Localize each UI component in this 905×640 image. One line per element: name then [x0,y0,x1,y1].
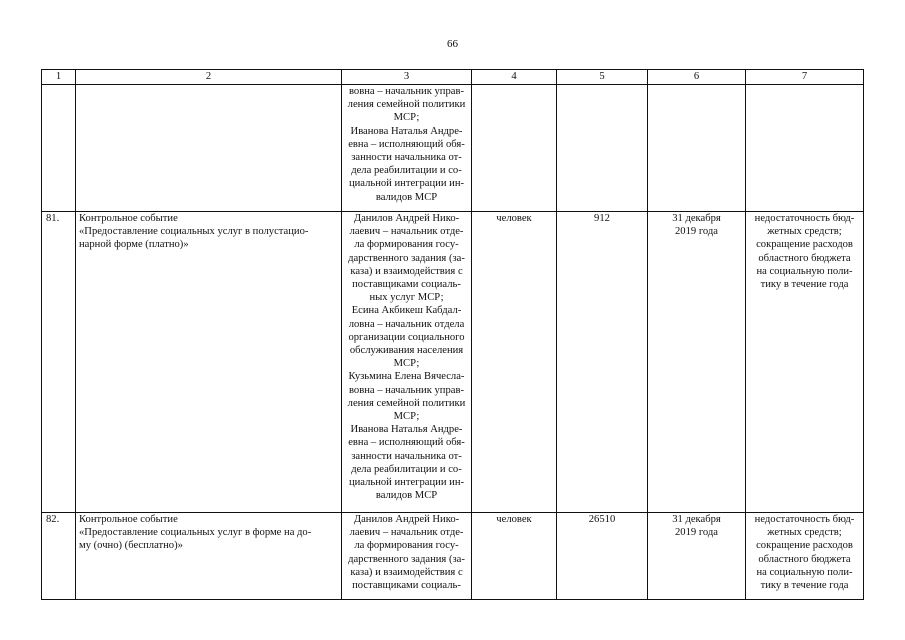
text-line: евна – исполняющий обя- [348,138,465,150]
text-line: МСР; [393,358,420,370]
text-line: циальной интеграции ин- [348,178,465,190]
responsible-persons [342,513,472,600]
target-value: 912 [557,212,648,513]
text-line: ления семейной политики [347,99,466,111]
text-line: ла формирования госу- [354,540,459,552]
unit-of-measure: человек [472,513,557,600]
text-line: обслуживания населения [349,345,464,357]
text-line: Иванова Наталья Андре- [350,424,463,436]
text-line: поставщиками социаль- [352,580,461,592]
column-number: 4 [472,70,557,85]
text-line: недостаточность бюд- [754,213,855,224]
column-number: 2 [76,70,342,85]
row-number: 82. [42,513,76,600]
text-line: валидов МСР [375,191,438,203]
row-number-cell [42,85,76,212]
text-line: жетных средств; [767,527,842,539]
text-line: жетных средств; [767,226,842,238]
text-line: МСР; [393,112,420,124]
unit-of-measure: человек [472,212,557,513]
text-line: Данилов Андрей Нико- [353,213,460,224]
text-line: сокращение расходов [756,239,853,251]
text-line: Есина Акбикеш Кабдал- [351,305,462,317]
deadline [648,513,746,600]
value-cell [557,85,648,212]
text-line: ных услуг МСР; [369,292,444,304]
text-line: 2019 года [674,527,718,539]
text-line: на социальную поли- [756,566,853,578]
text-line: на социальную поли- [756,265,853,277]
risks [746,212,864,513]
text-line: ления семейной политики [347,397,466,409]
column-number: 3 [342,70,472,85]
text-line: лаевич – начальник отде- [349,226,464,238]
text-line: ловна – начальник отдела [348,318,465,330]
text-line: дарственного задания (за- [348,252,465,264]
text-line: лаевич – начальник отде- [349,527,464,539]
unit-cell [472,85,557,212]
event-description [76,513,342,600]
text-line: организации социального [348,331,465,343]
text-line: каза) и взаимодействия с [350,566,463,578]
column-number-row [42,70,864,85]
text-line: евна – исполняющий обя- [348,437,465,449]
text-line: вовна – начальник управ- [348,384,464,396]
deadline-cell [648,85,746,212]
table-row [42,513,864,600]
text-line: недостаточность бюд- [754,514,855,525]
text-line: МСР; [393,411,420,423]
text-line: вовна – начальник управ- [348,86,464,97]
page-number: 66 [447,38,458,50]
text-line: Кузьмина Елена Вячесла- [348,371,465,383]
column-number: 1 [42,70,76,85]
responsible-cell [342,85,472,212]
text-line: нарной форме (платно)» [79,239,189,251]
text-line: тику в течение года [760,580,849,592]
row-number: 81. [42,212,76,513]
text-line: занности начальника от- [351,152,462,164]
text-line: му (очно) (бесплатно)» [79,540,183,552]
text-line: сокращение расходов [756,540,853,552]
text-line: 31 декабря [672,213,721,224]
text-line: циальной интеграции ин- [348,477,465,489]
text-line: занности начальника от- [351,450,462,462]
text-line: тику в течение года [760,279,849,291]
text-line: Контрольное событие [79,514,178,525]
continuation-row [42,85,864,212]
risks [746,513,864,600]
text-line: Данилов Андрей Нико- [353,514,460,525]
text-line: дарственного задания (за- [348,553,465,565]
plan-table [41,69,864,600]
description-cell [76,85,342,212]
deadline [648,212,746,513]
text-line: «Предоставление социальных услуг в форме на до- [79,527,312,539]
text-line: областного бюджета [758,252,851,264]
responsible-persons [342,212,472,513]
text-line: «Предоставление социальных услуг в полустацио- [79,226,309,238]
text-line: поставщиками социаль- [352,279,461,291]
text-line: 2019 года [674,226,718,238]
table-row [42,212,864,513]
text-line: 31 декабря [672,514,721,525]
column-number: 6 [648,70,746,85]
risks-cell [746,85,864,212]
target-value: 26510 [557,513,648,600]
event-description [76,212,342,513]
text-line: Контрольное событие [79,213,178,224]
column-number: 5 [557,70,648,85]
text-line: валидов МСР [375,490,438,502]
text-line: дела реабилитации и со- [351,463,462,475]
text-line: Иванова Наталья Андре- [350,125,463,137]
text-line: ла формирования госу- [354,239,459,251]
text-line: областного бюджета [758,553,851,565]
column-number: 7 [746,70,864,85]
text-line: каза) и взаимодействия с [350,265,463,277]
text-line: дела реабилитации и со- [351,165,462,177]
